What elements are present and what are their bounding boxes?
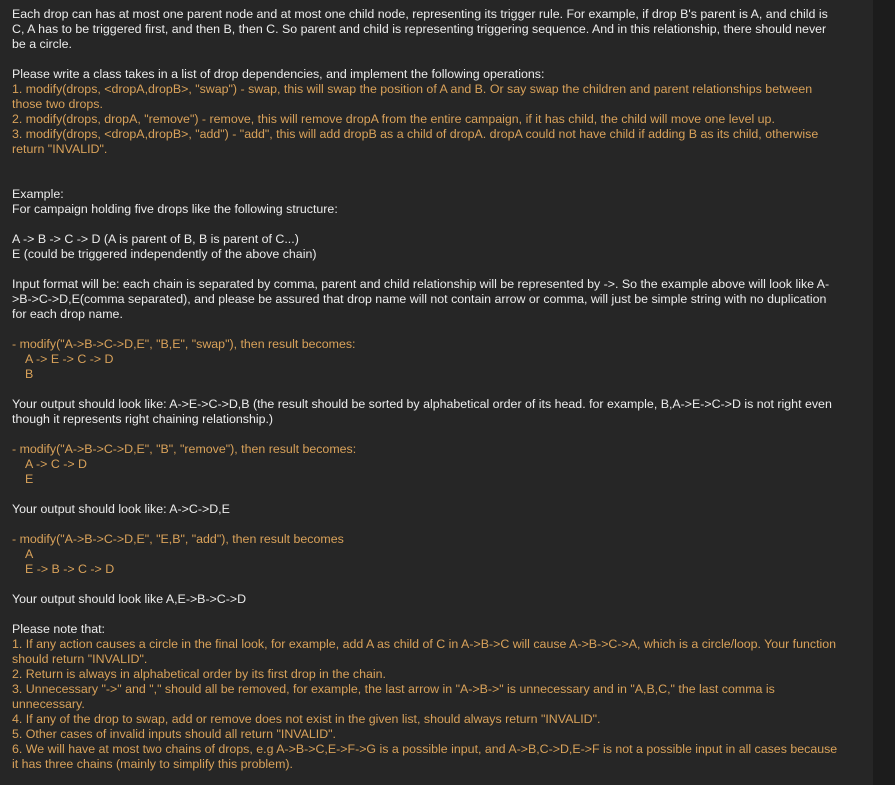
example-intro: For campaign holding five drops like the following structure: (12, 202, 338, 216)
case-add-call: - modify("A->B->C->D,E", "E,B", "add"), then result becomes (12, 532, 344, 546)
case-remove-output: Your output should look like: A->C->D,E (12, 502, 230, 516)
case-swap-call: - modify("A->B->C->D,E", "B,E", "swap"), then result becomes: (12, 337, 356, 351)
example-heading: Example: (12, 187, 64, 201)
note-item-1: 1. If any action causes a circle in the final look, for example, add A as child of C in A->B->C will cause A->B->C->A, which is a circle/loop. Your function should return "INVALID". (12, 637, 837, 666)
case-swap-line-2: B (25, 367, 34, 381)
note-item-6: 6. We will have at most two chains of drops, e.g A->B->C,E->F->G is a possible input, and A->B,C->D,E->F is not a possible input in all cases because it has three chains (mainly to simplify this problem). (12, 742, 838, 771)
scrollbar-track[interactable] (873, 0, 895, 785)
notes-heading: Please note that: (12, 622, 105, 636)
note-item-2: 2. Return is always in alphabetical order by its first drop in the chain. (12, 667, 386, 681)
note-item-3: 3. Unnecessary "->" and "," should all be removed, for example, the last arrow in "A->B->" is unnecessary and in "A,B,C," the last comma is unnecessary. (12, 682, 775, 711)
operation-remove: 2. modify(drops, dropA, "remove") - remove, this will remove dropA from the entire campaign, if it has child, the child will move one level up. (12, 112, 775, 126)
case-remove-line-2: E (25, 472, 34, 486)
case-swap-line-1: A -> E -> C -> D (25, 352, 114, 366)
problem-statement (12, 7, 842, 772)
case-add-line-1: A (25, 547, 34, 561)
intro-paragraph: Each drop can has at most one parent node and at most one child node, representing its trigger rule. For example, if drop B's parent is A, and child is C, A has to be triggered first, and then B, then C. So parent and child is representing triggering sequence. And in this relationship, there should never be a circle. (12, 7, 828, 51)
task-heading: Please write a class takes in a list of drop dependencies, and implement the following operations: (12, 67, 545, 81)
input-format-paragraph: Input format will be: each chain is separated by comma, parent and child relationship will be represented by ->. So the example above will look like A->B->C->D,E(comma separated), and please be assured that drop name will not contain arrow or comma, will just be simple string with no duplication for each drop name. (12, 277, 830, 321)
case-add-output: Your output should look like A,E->B->C->D (12, 592, 247, 606)
example-chain-1: A -> B -> C -> D (A is parent of B, B is parent of C...) (12, 232, 299, 246)
case-add-line-2: E -> B -> C -> D (25, 562, 115, 576)
operation-add: 3. modify(drops, <dropA,dropB>, "add") - "add", this will add dropB as a child of dropA. dropA could not have child if adding B as its child, otherwise return "INVALID". (12, 127, 819, 156)
case-remove-call: - modify("A->B->C->D,E", "B", "remove"), then result becomes: (12, 442, 357, 456)
case-remove-line-1: A -> C -> D (25, 457, 87, 471)
note-item-4: 4. If any of the drop to swap, add or remove does not exist in the given list, should always return "INVALID". (12, 712, 601, 726)
example-chain-2: E (could be triggered independently of the above chain) (12, 247, 317, 261)
operation-swap: 1. modify(drops, <dropA,dropB>, "swap") - swap, this will swap the position of A and B. Or say swap the children and parent relationships between those two drops. (12, 82, 813, 111)
case-swap-output: Your output should look like: A->E->C->D,B (the result should be sorted by alphabetical order of its head. for example, B,A->E->C->D is not right even though it represents right chaining relationship.) (12, 397, 832, 426)
note-item-5: 5. Other cases of invalid inputs should all return "INVALID". (12, 727, 336, 741)
